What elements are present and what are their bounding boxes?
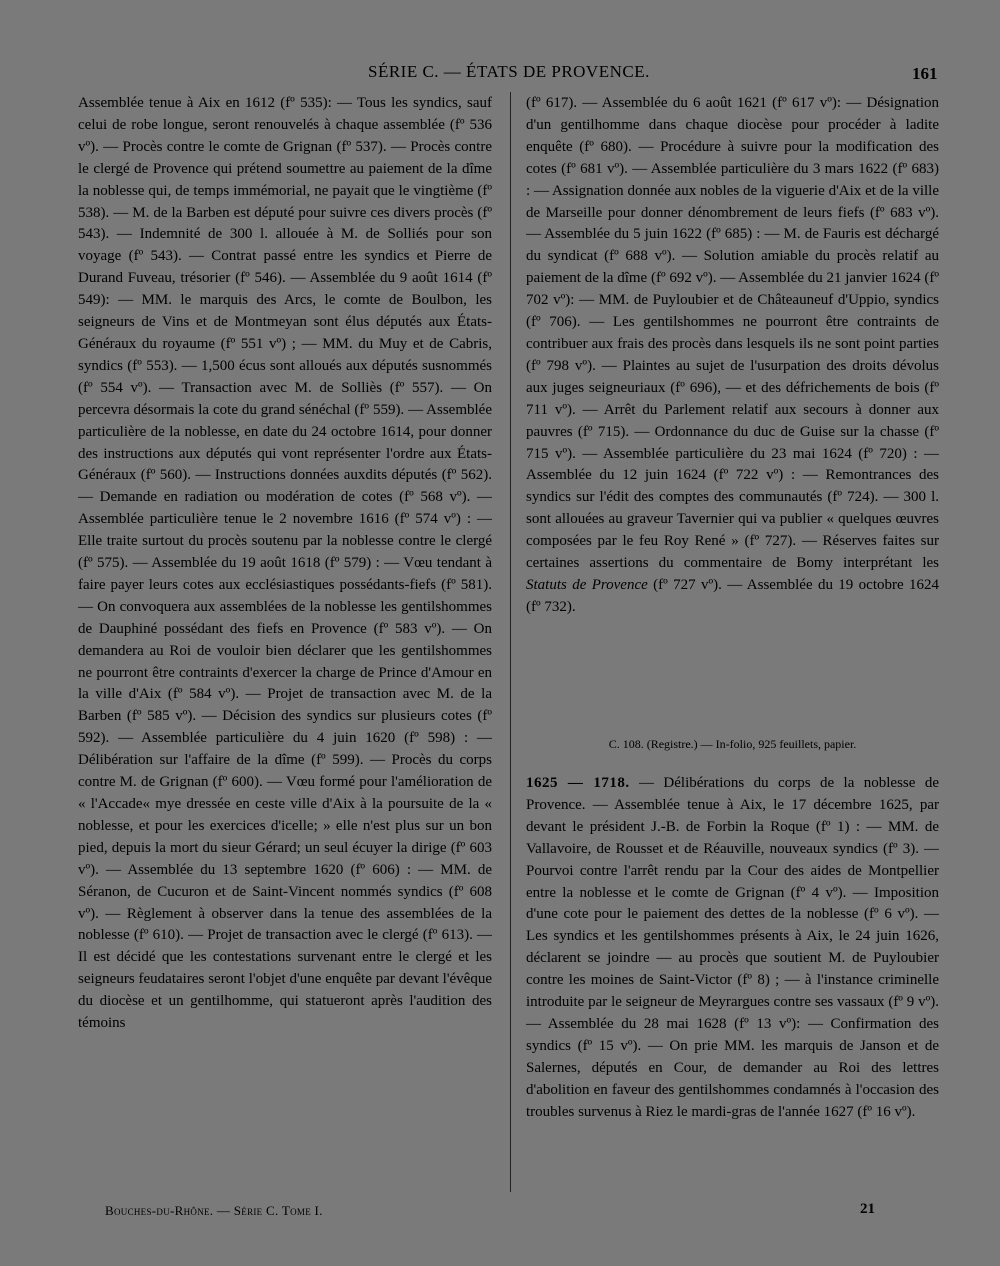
- right-column-paragraph: [526, 93, 939, 619]
- entry-paragraph: [526, 773, 939, 1124]
- right-column-text-end: (fº 727 vº). — Assemblée du 19 octobre 1624 (fº 732).: [526, 576, 939, 615]
- page-header: [0, 62, 1000, 86]
- left-column: [78, 93, 492, 1189]
- page-number: 161: [912, 64, 938, 83]
- right-column-bottom: [526, 773, 939, 1193]
- italic-title: Statuts de Provence: [526, 576, 648, 593]
- footer-series: Bouches-du-Rhône. — Série C. Tome I.: [105, 1203, 323, 1218]
- entry-text: — Délibérations du corps de la noblesse de Provence. — Assemblée tenue à Aix, le 17 décembre 1625, par devant le président J.-B. de Forbin la Roque (fº 1) : — MM. de Vallavoire, de Rousset et de Réauville, nouveaux syndics (fº 3). — Pourvoi contre l'arrêt rendu par la Cour des aides de Montpellier entre la noblesse et le comte de Grignan (fº 4 vº). — Imposition d'une cote pour le paiement des dettes de la noblesse (fº 6 vº). — Les syndics et les gentilshommes présents à Aix, le 24 juin 1626, déclarent se joindre — au procès que soutient M. de Puyloubier contre les moines de Saint-Victor (fº 8) ; — à l'instance criminelle introduite par le seigneur de Meyrargues contre ses vassaux (fº 9 vº). — Assemblée du 28 mai 1628 (fº 13 vº): — Confirmation des syndics (fº 15 vº). — On prie MM. les marquis de Janson et de Salernes, députés en Cour, de demander au Roi des lettres d'abolition en faveur des gentilshommes condamnés à l'occasion des troubles survenus à Riez le mardi-gras de l'année 1627 (fº 16 vº).: [526, 775, 939, 1120]
- running-title: SÉRIE C. — ÉTATS DE PROVENCE.: [368, 62, 650, 81]
- column-divider: [510, 92, 511, 1192]
- right-column-text: (fº 617). — Assemblée du 6 août 1621 (fº 617 vº): — Désignation d'un gentilhomme dans chaque diocèse pour procéder à ladite enquête (fº 680). — Procédure à suivre pour la modification des cotes (fº 681 vº). — Assemblée particulière du 3 mars 1622 (fº 683) : — Assignation donnée aux nobles de la viguerie d'Aix et de la ville de Marseille pour donner dénombrement de leurs fiefs (fº 683 vº). — Assemblée du 5 juin 1622 (fº 685) : — M. de Fauris est déchargé du syndicat (fº 688 vº). — Solution amiable du procès relatif au paiement de la dîme (fº 692 vº). — Assemblée du 21 janvier 1624 (fº 702 vº): — MM. de Puyloubier et de Châteauneuf d'Uppio, syndics (fº 706). — Les gentilshommes ne pourront être contraints de contribuer aux frais des procès dans lesquels ils ne sont point parties (fº 798 vº). — Plaintes au sujet de l'usurpation des droits dévolus aux juges seigneuriaux (fº 696), — et des défrichements de bois (fº 711 vº). — Arrêt du Parlement relatif aux secours à donner aux pauvres (fº 715). — Ordonnance du duc de Guise sur la chasse (fº 715 vº). — Assemblée particulière du 23 mai 1624 (fº 720) : — Assemblée du 12 juin 1624 (fº 722 vº) : — Remontrances des syndics sur l'édit des comptes des communautés (fº 724). — 300 l. sont allouées au graveur Tavernier qui va publier « quelques œuvres composées par le feu Roy René » (fº 727). — Réserves faites sur certaines assertions du commentaire de Bomy interprétant les: [526, 95, 939, 572]
- entry-dates: 1625 — 1718.: [526, 775, 630, 791]
- footer-sheet-number: 21: [860, 1201, 875, 1217]
- register-description: C. 108. (Registre.) — In-folio, 925 feuillets, papier.: [608, 737, 857, 751]
- left-column-text: Assemblée tenue à Aix en 1612 (fº 535): — Tous les syndics, sauf celui de robe longue, seront renouvelés à chaque assemblée (fº 536 vº). — Procès contre le comte de Grignan (fº 537). — Procès contre le clergé de Provence qui prétend soumettre au paiement de la dîme la noblesse qui, de temps immémorial, ne payait que le vingtième (fº 538). — M. de la Barben est député pour suivre ces divers procès (fº 543). — Indemnité de 300 l. allouée à M. de Solliés pour son voyage (fº 543). — Contrat passé entre les syndics et Pierre de Durand Fuveau, trésorier (fº 546). — Assemblée du 9 août 1614 (fº 549): — MM. le marquis des Arcs, le comte de Boulbon, les seigneurs de Vins et de Montmeyan sont élus députés aux États-Généraux du royaume (fº 551 vº) ; — MM. du Muy et de Cabris, syndics (fº 553). — 1,500 écus sont alloués aux députés susnommés (fº 554 vº). — Transaction avec M. de Solliès (fº 557). — On percevra désormais la cote du grand sénéchal (fº 559). — Assemblée particulière de la noblesse, en date du 24 octobre 1614, pour donner des instructions aux députés qui vont représenter l'ordre aux États-Généraux (fº 560). — Instructions données auxdits députés (fº 562). — Demande en radiation ou modération de cotes (fº 568 vº). — Assemblée particulière tenue le 2 novembre 1616 (fº 574 vº) : — Elle traite surtout du procès soutenu par la noblesse contre le clergé (fº 575). — Assemblée du 19 août 1618 (fº 579) : — Vœu tendant à faire payer leurs cotes aux ecclésiastiques possédants-fiefs (fº 581). — On convoquera aux assemblées de la noblesse les gentilshommes de Dauphiné possédant des fiefs en Provence (fº 583 vº). — On demandera au Roi de vouloir bien déclarer que les gentilshommes ne pourront être contraints d'exercer la charge de Prince d'Amour en la ville d'Aix (fº 584 vº). — Projet de transaction avec M. de la Barben (fº 585 vº). — Décision des syndics sur plusieurs cotes (fº 592). — Assemblée particulière du 4 juin 1620 (fº 598) : — Délibération sur l'affaire de la dîme (fº 599). — Procès du corps contre M. de Grignan (fº 600). — Vœu formé pour l'amélioration de « l'Accade« mye dressée en ceste ville d'Aix à la poursuite de la « noblesse, et pour les exercices d'icelle; » elle n'est plus sur un bon pied, depuis la mort du sieur Gérard; un seul écuyer la dirige (fº 603 vº). — Assemblée du 13 septembre 1620 (fº 606) : — MM. de Séranon, de Cucuron et de Saint-Vincent nommés syndics (fº 608 vº). — Règlement à observer dans la tenue des assemblées de la noblesse (fº 610). — Projet de transaction avec le clergé (fº 613). — Il est décidé que les contestations survenant entre le clergé et les seigneurs feudataires seront l'objet d'une enquête par devant l'évêque du diocèse et un gentilhomme, qui statueront après l'audition des témoins: [78, 95, 492, 1032]
- right-column-top: [526, 93, 939, 723]
